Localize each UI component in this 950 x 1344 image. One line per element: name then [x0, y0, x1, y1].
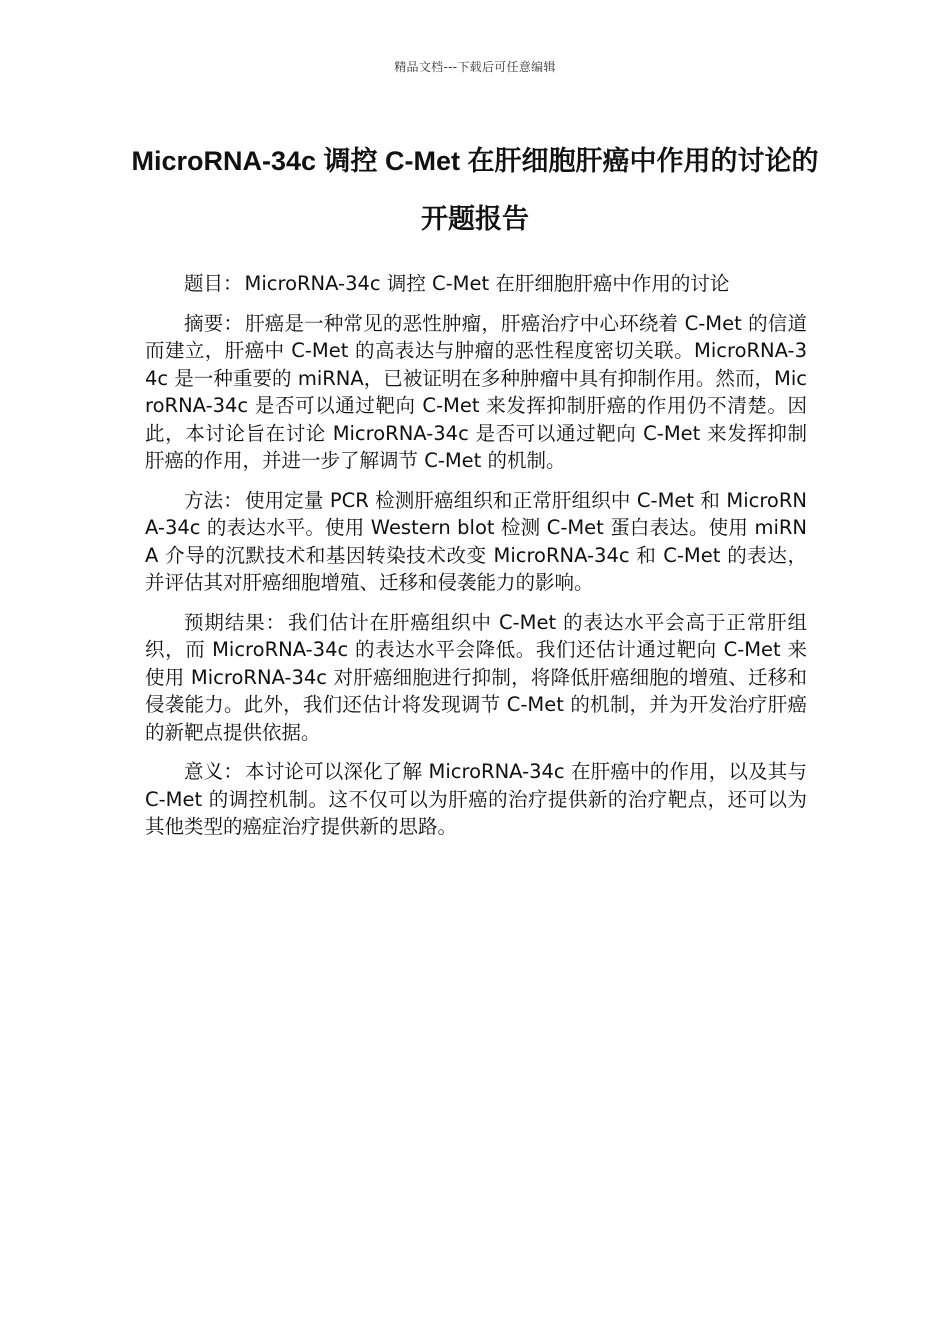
- document-title: MicroRNA-34c 调控 C-Met 在肝细胞肝癌中作用的讨论的开题报告: [131, 146, 819, 234]
- paragraph-text: MicroRNA-34c 调控 C-Met 在肝细胞肝癌中作用的讨论: [244, 272, 730, 295]
- paragraph-label: 意义：: [184, 760, 244, 783]
- paragraph-expected-results: [145, 609, 807, 747]
- paragraph-text: 使用定量 PCR 检测肝癌组织和正常肝组织中 C-Met 和 MicroRNA-34c 的表达水平。使用 Western blot 检测 C-Met 蛋白表达。使用 miRNA 介导的沉默技术和基因转染技术改变 MicroRNA-34c 和 C-Met 的表达，并评估其对肝癌细胞增殖、迁移和侵袭能力的影响。: [145, 488, 807, 594]
- paragraph-significance: [145, 758, 807, 841]
- paragraph-text: 本讨论可以深化了解 MicroRNA-34c 在肝癌中的作用，以及其与 C-Met 的调控机制。这不仅可以为肝癌的治疗提供新的治疗靶点，还可以为其他类型的癌症治疗提供新的思路。: [145, 760, 807, 838]
- paragraph-methods: [145, 487, 807, 597]
- paragraph-topic: [145, 270, 807, 298]
- paragraph-label: 题目：: [184, 272, 243, 295]
- paragraph-text: 我们估计在肝癌组织中 C-Met 的表达水平会高于正常肝组织，而 MicroRNA-34c 的表达水平会降低。我们还估计通过靶向 C-Met 来使用 MicroRNA-34c 对肝癌细胞进行抑制，将降低肝癌细胞的增殖、迁移和侵袭能力。此外，我们还估计将发现调节 C-Met 的机制，并为开发治疗肝癌的新靶点提供依据。: [145, 610, 807, 744]
- paragraph-abstract: [145, 310, 807, 475]
- paragraph-label: 方法：: [184, 488, 243, 512]
- paragraph-label: 摘要：: [184, 311, 244, 335]
- paragraph-text: 肝癌是一种常见的恶性肿瘤，肝癌治疗中心环绕着 C-Met 的信道而建立，肝癌中 C-Met 的高表达与肿瘤的恶性程度密切关联。MicroRNA-34c 是一种重要的 miRNA，已被证明在多种肿瘤中具有抑制作用。然而，MicroRNA-34c 是否可以通过靶向 C-Met 来发挥抑制肝癌的作用仍不清楚。因此，本讨论旨在讨论 MicroRNA-34c 是否可以通过靶向 C-Met 来发挥抑制肝癌的作用，并进一步了解调节 C-Met 的机制。: [145, 311, 807, 472]
- document-body: [145, 270, 807, 853]
- header-note: 精品文档---下载后可任意编辑: [394, 60, 556, 74]
- paragraph-label: 预期结果：: [184, 610, 286, 634]
